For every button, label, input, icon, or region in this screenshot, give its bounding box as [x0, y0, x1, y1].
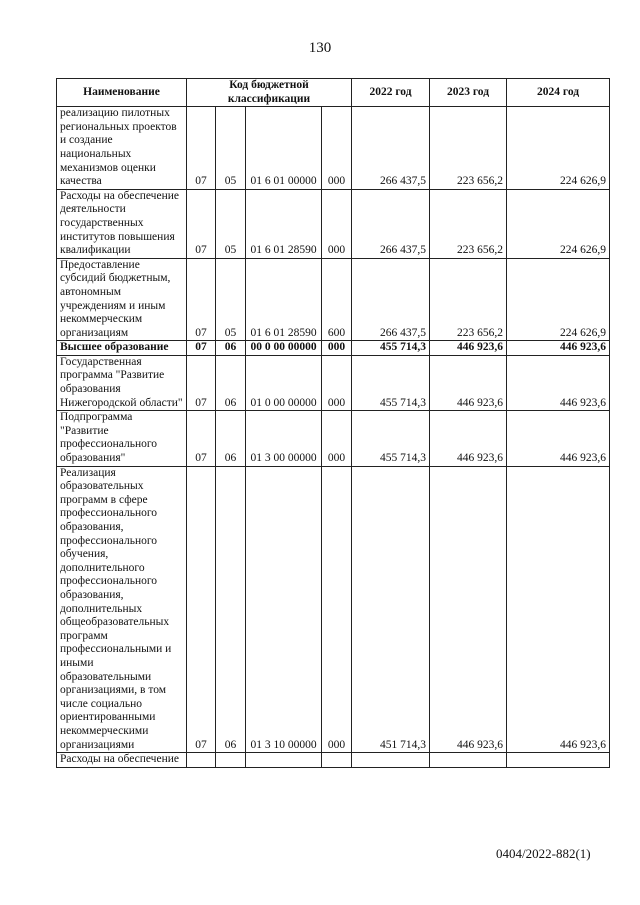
row-target-article: 01 0 00 00000: [246, 355, 322, 410]
header-code: Код бюджетной классификации: [187, 79, 352, 107]
table-header-row: [57, 79, 610, 107]
row-name: Реализация образовательных программ в сфере профессионального образования, профессионального обучения, дополнительного профессионального образования, дополнительных общеобразовательных программ профессиональными и иными образовательными организациями, в том числе социально ориентированными некоммерческими организациями: [57, 466, 187, 752]
row-section: 07: [187, 189, 216, 258]
row-amount-2024: 446 923,6: [507, 466, 610, 752]
row-name: Подпрограмма "Развитие профессионального образования": [57, 411, 187, 466]
table-row: [57, 753, 610, 768]
row-target-article: 01 3 00 00000: [246, 411, 322, 466]
row-target-article: 01 6 01 28590: [246, 258, 322, 341]
row-name: Высшее образование: [57, 341, 187, 356]
row-name: Расходы на обеспечение деятельности государственных институтов повышения квалификации: [57, 189, 187, 258]
row-amount-2024: 446 923,6: [507, 355, 610, 410]
row-amount-2023: 223 656,2: [430, 189, 507, 258]
row-expense-type: 000: [322, 355, 352, 410]
row-amount-2022: 455 714,3: [352, 355, 430, 410]
row-amount-2022: 455 714,3: [352, 341, 430, 356]
row-name: Предоставление субсидий бюджетным, автономным учреждениям и иным некоммерческим организациям: [57, 258, 187, 341]
row-amount-2023: 223 656,2: [430, 107, 507, 190]
row-section: 07: [187, 411, 216, 466]
row-amount-2022: [352, 753, 430, 768]
row-amount-2024: 224 626,9: [507, 189, 610, 258]
table-row: [57, 107, 610, 190]
row-amount-2024: 446 923,6: [507, 411, 610, 466]
row-expense-type: 000: [322, 411, 352, 466]
row-expense-type: 600: [322, 258, 352, 341]
table-row: [57, 341, 610, 356]
table-row: [57, 189, 610, 258]
row-amount-2023: 446 923,6: [430, 341, 507, 356]
header-2022: 2022 год: [352, 79, 430, 107]
header-2024: 2024 год: [507, 79, 610, 107]
row-expense-type: [322, 753, 352, 768]
row-subsection: 05: [216, 258, 246, 341]
budget-table: [56, 78, 610, 768]
row-amount-2024: [507, 753, 610, 768]
row-amount-2023: 446 923,6: [430, 466, 507, 752]
row-amount-2022: 266 437,5: [352, 258, 430, 341]
row-name: Расходы на обеспечение: [57, 753, 187, 768]
row-amount-2022: 455 714,3: [352, 411, 430, 466]
row-amount-2022: 266 437,5: [352, 107, 430, 190]
row-target-article: 00 0 00 00000: [246, 341, 322, 356]
row-name: Государственная программа "Развитие образования Нижегородской области": [57, 355, 187, 410]
row-section: 07: [187, 355, 216, 410]
page-number: 130: [308, 40, 332, 56]
table-row: [57, 411, 610, 466]
header-name: Наименование: [57, 79, 187, 107]
row-amount-2023: 223 656,2: [430, 258, 507, 341]
row-section: 07: [187, 107, 216, 190]
row-amount-2023: 446 923,6: [430, 355, 507, 410]
row-name: реализацию пилотных региональных проектов и создание национальных механизмов оценки качества: [57, 107, 187, 190]
row-amount-2023: [430, 753, 507, 768]
row-target-article: 01 6 01 28590: [246, 189, 322, 258]
row-subsection: 06: [216, 466, 246, 752]
row-subsection: 05: [216, 107, 246, 190]
row-expense-type: 000: [322, 189, 352, 258]
row-target-article: 01 6 01 00000: [246, 107, 322, 190]
row-amount-2022: 451 714,3: [352, 466, 430, 752]
row-amount-2022: 266 437,5: [352, 189, 430, 258]
row-amount-2023: 446 923,6: [430, 411, 507, 466]
row-expense-type: 000: [322, 341, 352, 356]
row-subsection: 06: [216, 355, 246, 410]
header-2023: 2023 год: [430, 79, 507, 107]
row-section: 07: [187, 466, 216, 752]
row-target-article: [246, 753, 322, 768]
row-subsection: 05: [216, 189, 246, 258]
row-subsection: 06: [216, 411, 246, 466]
table-row: [57, 355, 610, 410]
row-expense-type: 000: [322, 466, 352, 752]
row-amount-2024: 224 626,9: [507, 258, 610, 341]
row-section: 07: [187, 341, 216, 356]
document-code: 0404/2022-882(1): [496, 846, 591, 861]
row-amount-2024: 224 626,9: [507, 107, 610, 190]
row-section: [187, 753, 216, 768]
row-subsection: 06: [216, 341, 246, 356]
table-row: [57, 258, 610, 341]
row-target-article: 01 3 10 00000: [246, 466, 322, 752]
row-section: 07: [187, 258, 216, 341]
row-subsection: [216, 753, 246, 768]
table-row: [57, 466, 610, 752]
row-amount-2024: 446 923,6: [507, 341, 610, 356]
row-expense-type: 000: [322, 107, 352, 190]
